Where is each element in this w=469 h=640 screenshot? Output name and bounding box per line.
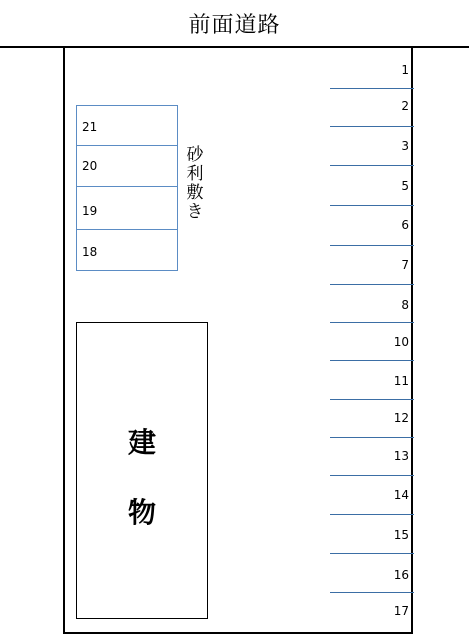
stall-divider-line [330,284,414,285]
stall-divider-line [330,360,414,361]
gravel-surface-label [185,146,205,222]
stall-number[interactable]: 13 [393,449,409,463]
stall-number[interactable]: 6 [401,218,409,232]
gravel-stall-21[interactable] [77,106,177,146]
building [76,322,208,619]
stall-number[interactable]: 15 [393,528,409,542]
gravel-stall-number: 21 [82,120,98,134]
road-label: 前面道路 [188,13,281,38]
stall-divider-line [330,322,414,323]
stall-divider-line [330,126,414,127]
stall-number[interactable]: 10 [393,335,409,349]
stall-number[interactable]: 1 [401,63,409,77]
building-label-char-1: 建 [127,426,156,459]
stall-divider-line [330,245,414,246]
gravel-stall-19[interactable] [77,187,177,230]
gravel-label-char: き [186,202,204,222]
stall-number[interactable]: 5 [401,179,409,193]
stall-divider-line [330,592,414,593]
stall-number[interactable]: 16 [393,568,409,582]
stall-number[interactable]: 3 [401,139,409,153]
stall-divider-line [330,437,414,438]
stall-number[interactable]: 17 [393,604,409,618]
stall-divider-line [330,88,414,89]
stall-divider-line [330,475,414,476]
stall-divider-line [330,514,414,515]
gravel-stall-18[interactable] [77,230,177,271]
gravel-stall-20[interactable] [77,146,177,187]
building-label-char-2: 物 [127,496,156,529]
stall-number[interactable]: 7 [401,258,409,272]
gravel-stall-number: 19 [82,204,98,218]
stall-divider-line [330,165,414,166]
gravel-stall-number: 18 [82,245,98,259]
gravel-label-char: 利 [186,164,204,184]
gravel-stall-number: 20 [82,159,98,173]
gravel-label-char: 砂 [186,145,204,165]
stall-number[interactable]: 8 [401,298,409,312]
stall-divider-line [330,553,414,554]
stall-number[interactable]: 11 [393,374,409,388]
stall-divider-line [330,399,414,400]
gravel-stall-group [76,105,178,271]
stall-number[interactable]: 2 [401,99,409,113]
stall-divider-line [330,205,414,206]
stall-number[interactable]: 12 [393,411,409,425]
stall-number[interactable]: 14 [393,488,409,502]
gravel-label-char: 敷 [186,183,204,203]
